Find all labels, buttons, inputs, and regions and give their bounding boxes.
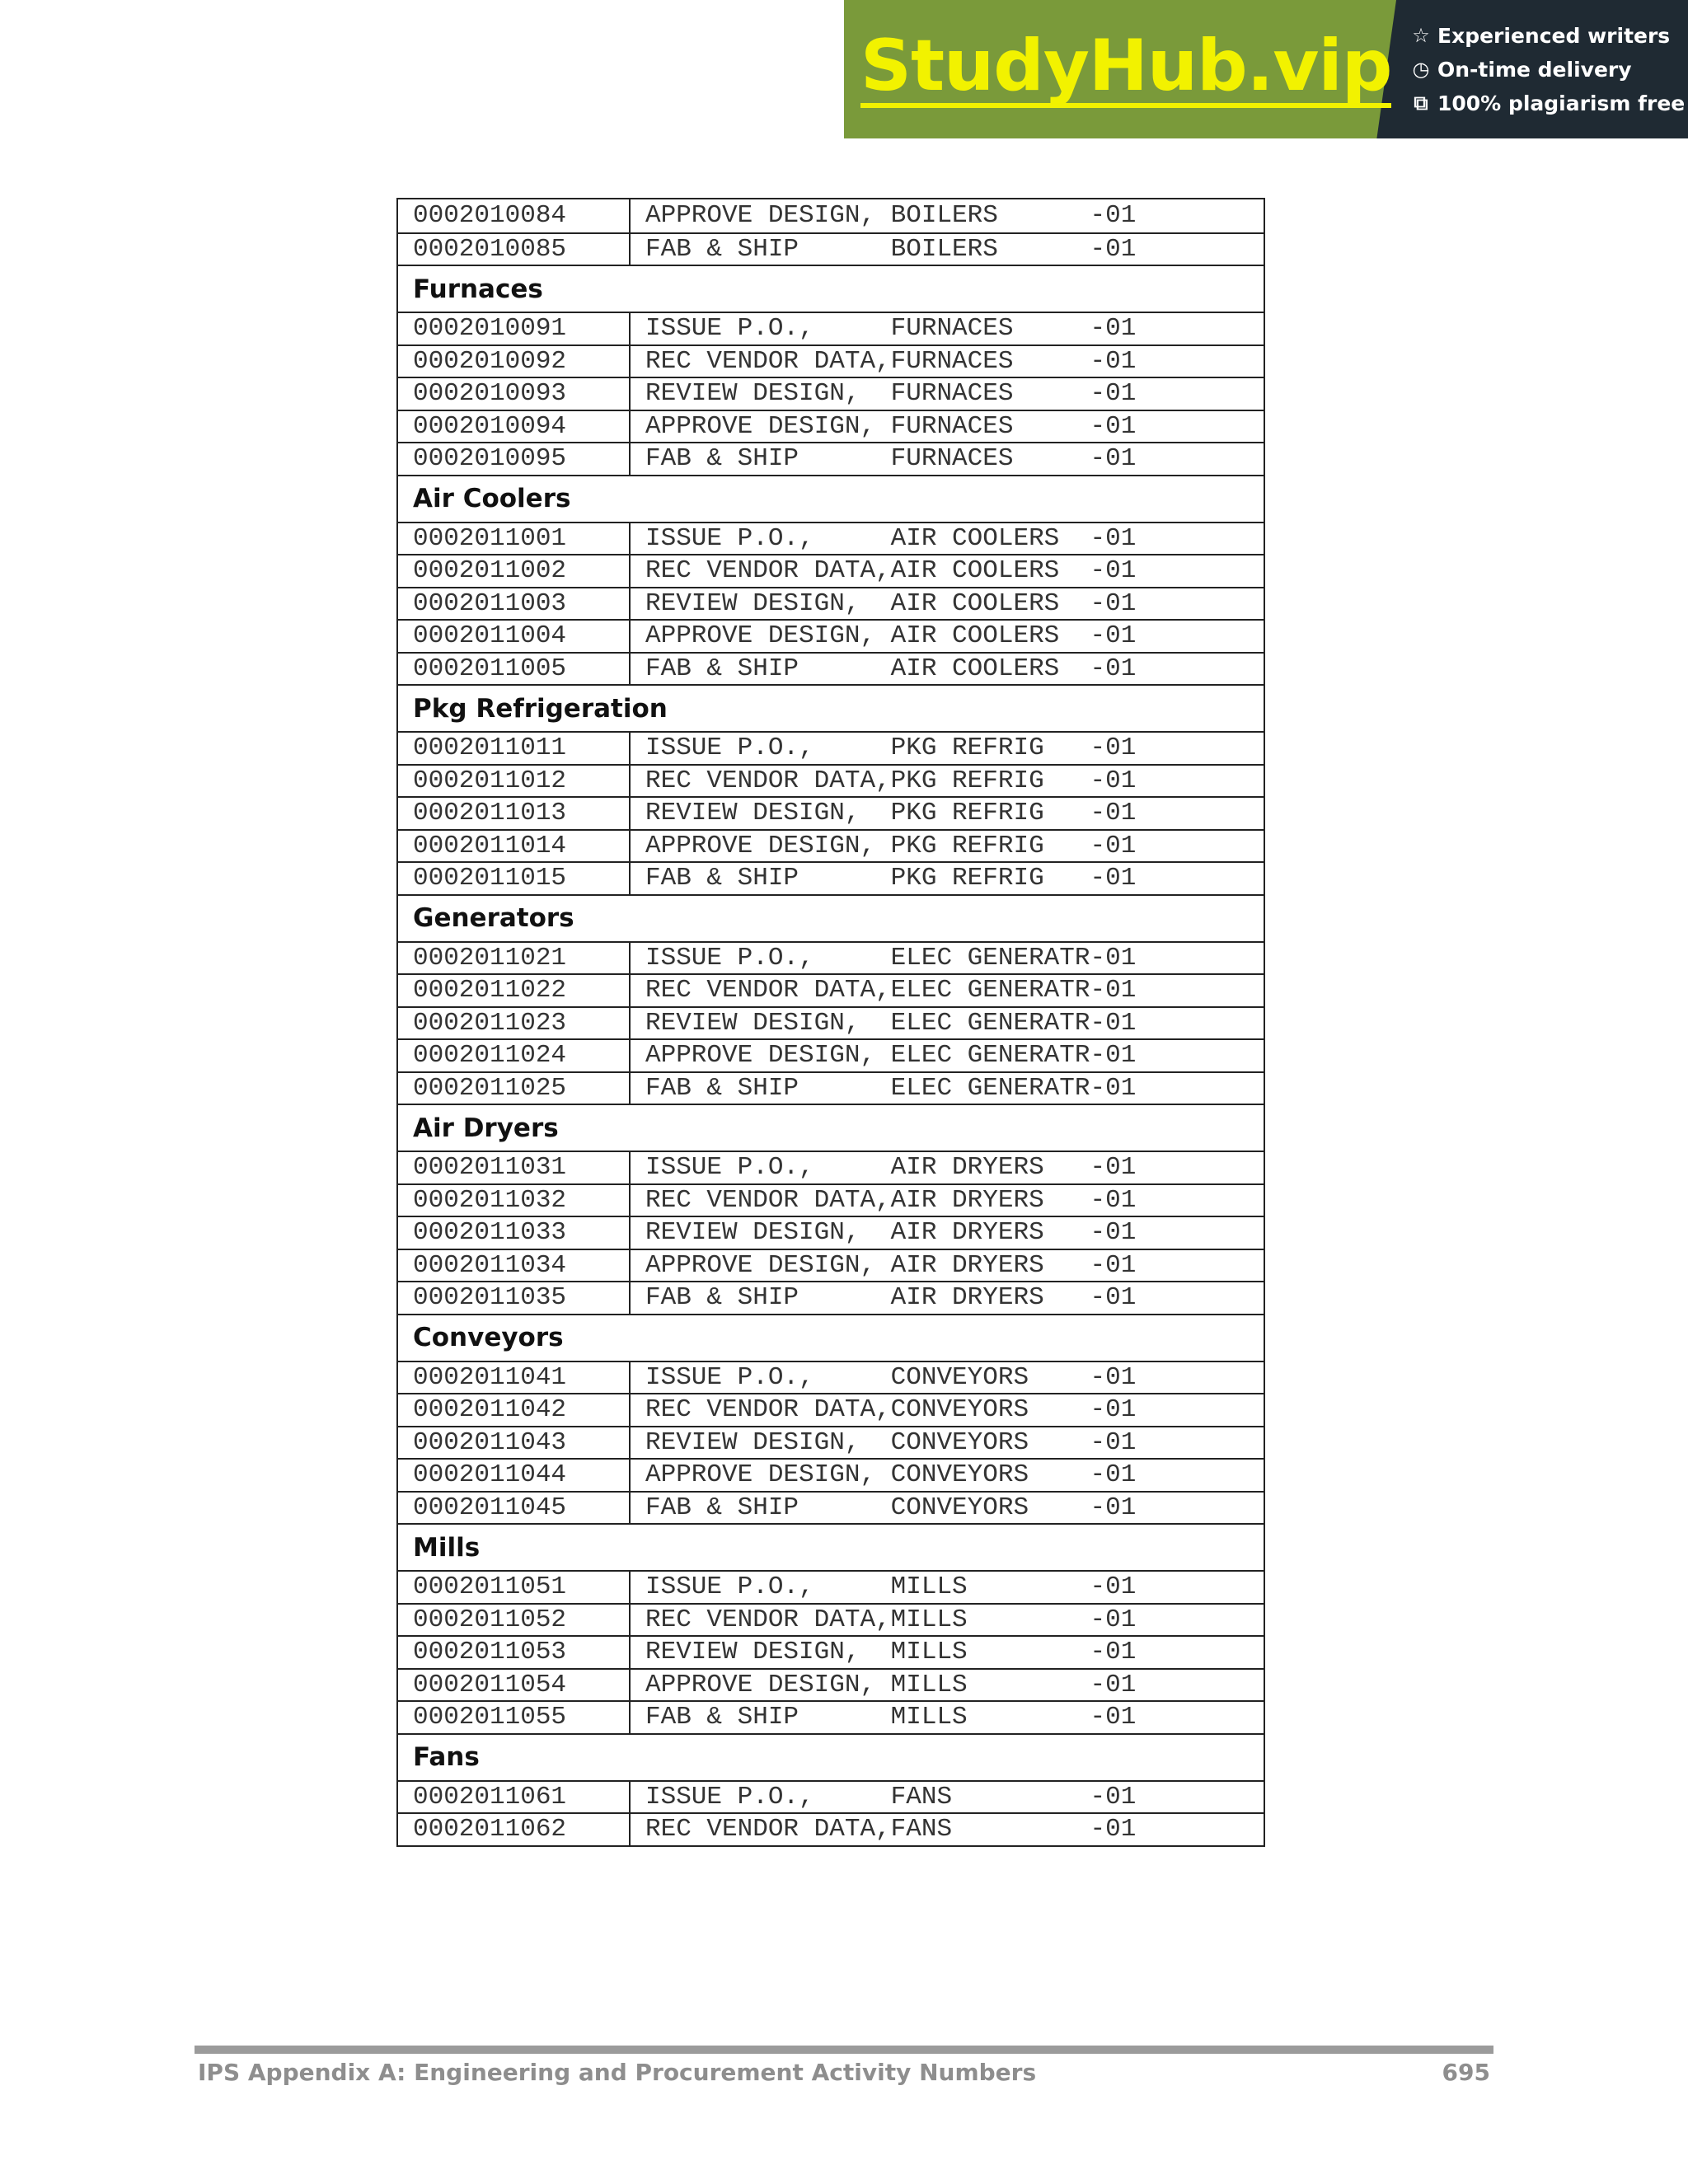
activity-code: 0002010092 — [398, 346, 631, 377]
activity-description: REC VENDOR DATA,FANS -01 — [645, 1815, 1137, 1844]
activity-code: 0002011042 — [398, 1394, 631, 1426]
activity-description: REVIEW DESIGN, AIR DRYERS -01 — [645, 1218, 1137, 1248]
activity-number-table — [396, 198, 1265, 1847]
activity-description: REVIEW DESIGN, FURNACES -01 — [645, 379, 1137, 409]
activity-description: FAB & SHIP ELEC GENERATR-01 — [645, 1073, 1137, 1103]
activity-code: 0002011023 — [398, 1008, 631, 1039]
activity-code: 0002011025 — [398, 1073, 631, 1104]
activity-description: FAB & SHIP FURNACES -01 — [645, 444, 1137, 474]
activity-description: APPROVE DESIGN, ELEC GENERATR-01 — [645, 1041, 1137, 1071]
section-header-row — [398, 684, 1264, 731]
section-header-row — [398, 475, 1264, 522]
activity-code: 0002011055 — [398, 1702, 631, 1733]
activity-description: FAB & SHIP PKG REFRIG -01 — [645, 864, 1137, 893]
table-row — [398, 619, 1264, 652]
section-title: Fans — [413, 1742, 480, 1772]
activity-description: FAB & SHIP MILLS -01 — [645, 1703, 1137, 1732]
activity-code: 0002010094 — [398, 411, 631, 443]
activity-code: 0002011005 — [398, 654, 631, 685]
brand-logo-text: StudyHub.vip — [860, 25, 1392, 107]
activity-code: 0002011062 — [398, 1814, 631, 1845]
table-row — [398, 731, 1264, 764]
activity-description: FAB & SHIP BOILERS -01 — [645, 234, 1137, 264]
activity-description: ISSUE P.O., PKG REFRIG -01 — [645, 733, 1137, 763]
table-row — [398, 829, 1264, 862]
activity-code: 0002011022 — [398, 975, 631, 1006]
activity-description: REC VENDOR DATA,AIR COOLERS -01 — [645, 556, 1137, 586]
section-title: Air Dryers — [413, 1113, 559, 1143]
activity-description: FAB & SHIP AIR DRYERS -01 — [645, 1283, 1137, 1313]
activity-code: 0002010095 — [398, 443, 631, 475]
activity-code: 0002011014 — [398, 831, 631, 862]
table-row — [398, 1183, 1264, 1216]
activity-description: APPROVE DESIGN, FURNACES -01 — [645, 411, 1137, 441]
activity-code: 0002011003 — [398, 588, 631, 620]
table-row — [398, 377, 1264, 410]
activity-code: 0002011044 — [398, 1460, 631, 1491]
table-row — [398, 1071, 1264, 1104]
section-header-row — [398, 1104, 1264, 1151]
activity-code: 0002011051 — [398, 1572, 631, 1603]
activity-description: ISSUE P.O., FANS -01 — [645, 1782, 1137, 1811]
section-header-row — [398, 265, 1264, 312]
table-row — [398, 344, 1264, 377]
table-row — [398, 312, 1264, 344]
activity-description: ISSUE P.O., CONVEYORS -01 — [645, 1362, 1137, 1392]
activity-code: 0002011002 — [398, 555, 631, 587]
table-row — [398, 1668, 1264, 1701]
activity-code: 0002010085 — [398, 234, 631, 265]
feature-item — [1411, 91, 1688, 115]
activity-description: REVIEW DESIGN, PKG REFRIG -01 — [645, 799, 1137, 828]
table-row — [398, 1249, 1264, 1282]
table-row — [398, 554, 1264, 587]
activity-description: ISSUE P.O., MILLS -01 — [645, 1572, 1137, 1602]
section-title: Conveyors — [413, 1323, 564, 1352]
table-row — [398, 1281, 1264, 1314]
section-title: Mills — [413, 1532, 481, 1563]
clock-icon: ◷ — [1412, 58, 1430, 81]
table-row — [398, 232, 1264, 265]
table-row — [398, 1491, 1264, 1524]
activity-description: FAB & SHIP AIR COOLERS -01 — [645, 654, 1137, 683]
section-title: Generators — [413, 903, 574, 933]
activity-description: REVIEW DESIGN, ELEC GENERATR-01 — [645, 1008, 1137, 1038]
activity-description: APPROVE DESIGN, PKG REFRIG -01 — [645, 831, 1137, 860]
activity-code: 0002011011 — [398, 733, 631, 764]
activity-code: 0002011015 — [398, 863, 631, 894]
activity-code: 0002011021 — [398, 943, 631, 974]
feature-label: Experienced writers — [1437, 23, 1671, 48]
banner-brand-panel — [844, 0, 1392, 138]
activity-code: 0002011033 — [398, 1217, 631, 1249]
page-number: 695 — [1442, 2059, 1490, 2086]
section-header-row — [398, 894, 1264, 941]
table-row — [398, 796, 1264, 829]
feature-item — [1411, 24, 1688, 48]
table-row — [398, 1570, 1264, 1603]
feature-label: On-time delivery — [1437, 57, 1632, 82]
table-row — [398, 199, 1264, 232]
table-row — [398, 1006, 1264, 1039]
activity-description: ISSUE P.O., ELEC GENERATR-01 — [645, 943, 1137, 972]
activity-code: 0002011024 — [398, 1040, 631, 1071]
activity-description: REC VENDOR DATA,AIR DRYERS -01 — [645, 1185, 1137, 1215]
activity-code: 0002011012 — [398, 766, 631, 797]
activity-description: REC VENDOR DATA,FURNACES -01 — [645, 346, 1137, 376]
footer-title: IPS Appendix A: Engineering and Procurement Activity Numbers — [198, 2059, 1037, 2086]
table-row — [398, 941, 1264, 974]
section-title: Furnaces — [413, 274, 543, 304]
activity-description: REVIEW DESIGN, CONVEYORS -01 — [645, 1427, 1137, 1457]
star-icon: ☆ — [1412, 24, 1430, 47]
activity-code: 0002011004 — [398, 621, 631, 652]
table-row — [398, 652, 1264, 685]
feature-label: 100% plagiarism free — [1437, 91, 1686, 115]
table-row — [398, 1216, 1264, 1249]
section-header-row — [398, 1314, 1264, 1361]
activity-description: ISSUE P.O., AIR COOLERS -01 — [645, 523, 1137, 553]
section-title: Air Coolers — [413, 484, 571, 513]
activity-description: REC VENDOR DATA,MILLS -01 — [645, 1605, 1137, 1634]
activity-description: REC VENDOR DATA,CONVEYORS -01 — [645, 1395, 1137, 1425]
activity-description: REC VENDOR DATA,PKG REFRIG -01 — [645, 766, 1137, 795]
section-title: Pkg Refrigeration — [413, 693, 668, 724]
activity-description: APPROVE DESIGN, AIR COOLERS -01 — [645, 621, 1137, 651]
activity-code: 0002011032 — [398, 1185, 631, 1216]
activity-description: APPROVE DESIGN, AIR DRYERS -01 — [645, 1250, 1137, 1280]
table-row — [398, 1426, 1264, 1459]
activity-description: REC VENDOR DATA,ELEC GENERATR-01 — [645, 976, 1137, 1005]
copy-icon: ⧉ — [1414, 91, 1428, 115]
table-row — [398, 410, 1264, 443]
activity-description: ISSUE P.O., AIR DRYERS -01 — [645, 1153, 1137, 1183]
activity-code: 0002011001 — [398, 523, 631, 555]
table-row — [398, 1458, 1264, 1491]
activity-code: 0002011053 — [398, 1637, 631, 1668]
table-row — [398, 973, 1264, 1006]
activity-code: 0002010084 — [398, 199, 631, 232]
banner-features — [1363, 0, 1688, 138]
activity-code: 0002011013 — [398, 798, 631, 829]
activity-code: 0002010093 — [398, 378, 631, 410]
activity-code: 0002011035 — [398, 1282, 631, 1314]
activity-description: REVIEW DESIGN, AIR COOLERS -01 — [645, 588, 1137, 618]
activity-code: 0002011043 — [398, 1427, 631, 1459]
table-row — [398, 764, 1264, 797]
section-header-row — [398, 1733, 1264, 1780]
activity-code: 0002011031 — [398, 1152, 631, 1183]
activity-code: 0002011041 — [398, 1362, 631, 1394]
activity-code: 0002011052 — [398, 1605, 631, 1636]
table-row — [398, 1393, 1264, 1426]
studyhub-banner[interactable] — [844, 0, 1688, 138]
activity-code: 0002011061 — [398, 1782, 631, 1813]
table-row — [398, 522, 1264, 555]
table-row — [398, 1603, 1264, 1636]
table-row — [398, 1151, 1264, 1183]
activity-description: APPROVE DESIGN, BOILERS -01 — [645, 201, 1137, 231]
table-row — [398, 1700, 1264, 1733]
table-row — [398, 1812, 1264, 1845]
activity-code: 0002011054 — [398, 1670, 631, 1701]
table-row — [398, 1635, 1264, 1668]
activity-description: APPROVE DESIGN, CONVEYORS -01 — [645, 1460, 1137, 1490]
activity-description: APPROVE DESIGN, MILLS -01 — [645, 1670, 1137, 1699]
table-row — [398, 587, 1264, 620]
activity-description: FAB & SHIP CONVEYORS -01 — [645, 1493, 1137, 1522]
activity-code: 0002011034 — [398, 1250, 631, 1282]
table-row — [398, 442, 1264, 475]
activity-code: 0002011045 — [398, 1493, 631, 1524]
table-row — [398, 1038, 1264, 1071]
table-row — [398, 1780, 1264, 1813]
activity-description: REVIEW DESIGN, MILLS -01 — [645, 1638, 1137, 1667]
activity-code: 0002010091 — [398, 313, 631, 344]
footer-divider — [195, 2046, 1493, 2054]
feature-item — [1411, 58, 1688, 82]
activity-description: ISSUE P.O., FURNACES -01 — [645, 314, 1137, 344]
table-row — [398, 861, 1264, 894]
section-header-row — [398, 1523, 1264, 1570]
table-row — [398, 1361, 1264, 1394]
